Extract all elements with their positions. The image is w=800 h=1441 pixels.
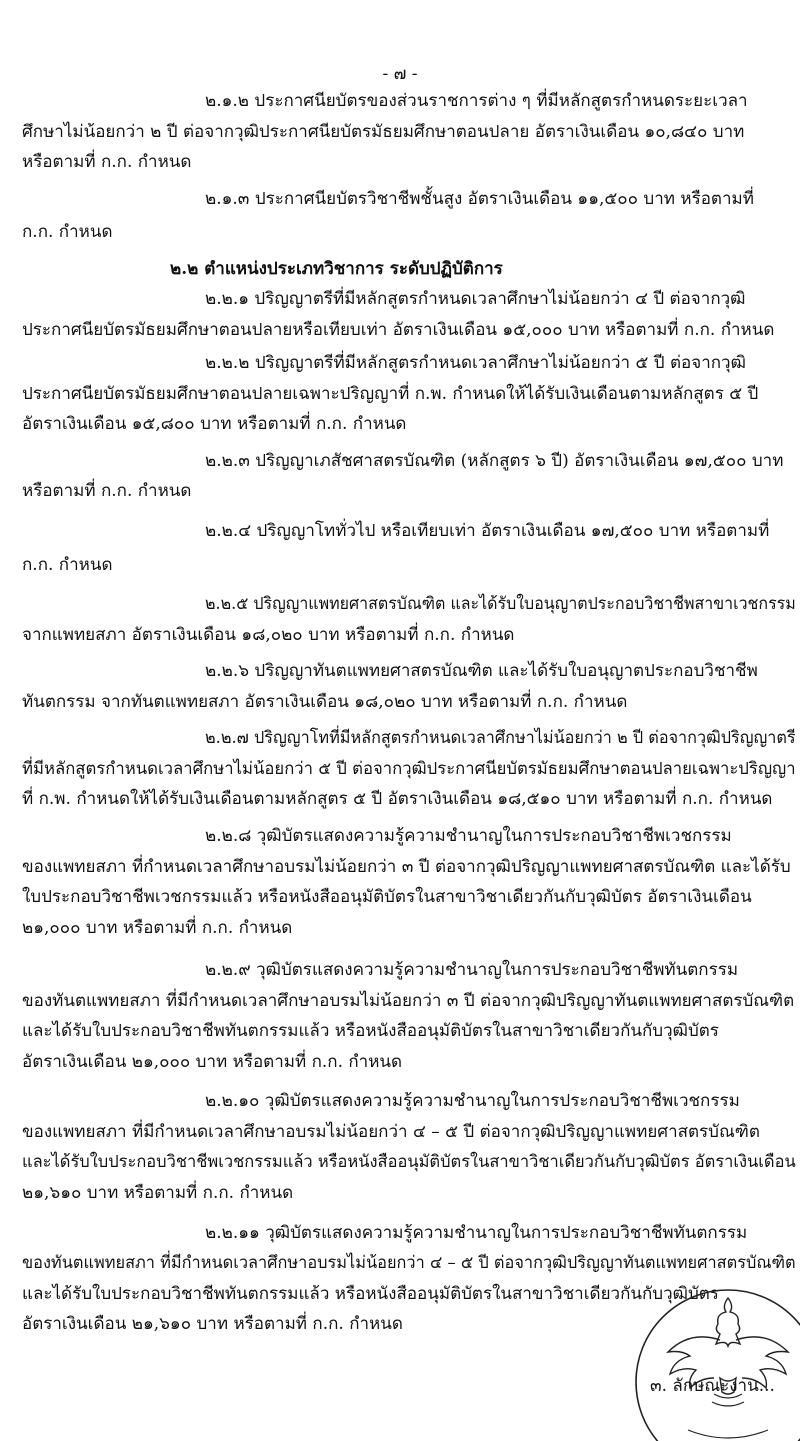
text-line: ๒.๑.๓ ประกาศนียบัตรวิชาชีพชั้นสูง อัตราเงินเดือน ๑๑,๕๐๐ บาท หรือตามที่ (205, 188, 754, 209)
text-line: ประกาศนียบัตรมัธยมศึกษาตอนปลายหรือเทียบเท่า อัตราเงินเดือน ๑๕,๐๐๐ บาท หรือตามที่ ก.ก. กำหนด (22, 319, 775, 340)
text-line: ๒.๒.๔ ปริญญาโททั่วไป หรือเทียบเท่า อัตราเงินเดือน ๑๗,๕๐๐ บาท หรือตามที่ (205, 521, 770, 542)
text-line: ๒.๒.๑๑ วุฒิบัตรแสดงความรู้ความชำนาญในการประกอบวิชาชีพทันตกรรม (205, 1222, 748, 1243)
text-line: และได้รับใบประกอบวิชาชีพเวชกรรมแล้ว หรือหนังสืออนุมัติบัตรในสาขาวิชาเดียวกันกับวุฒิบัตร อัตราเงินเดือน (22, 1152, 796, 1173)
text-line: หรือตามที่ ก.ก. กำหนด (22, 152, 192, 172)
text-line: ๒.๒.๗ ปริญญาโทที่มีหลักสูตรกำหนดเวลาศึกษาไม่น้อยกว่า ๒ ปี ต่อจากวุฒิปริญญาตรี (205, 728, 796, 749)
text-line: ก.ก. กำหนด (22, 222, 113, 243)
text-line: หรือตามที่ ก.ก. กำหนด (22, 481, 192, 502)
text-line: ๒.๑.๒ ประกาศนียบัตรของส่วนราชการต่าง ๆ ที่มีหลักสูตรกำหนดระยะเวลา (205, 91, 748, 111)
text-line: ที่ ก.พ. กำหนดให้ได้รับเงินเดือนตามหลักสูตร ๕ ปี อัตราเงินเดือน ๑๘,๕๑๐ บาท หรือตามที่ ก.ก. กำหนด (22, 789, 773, 810)
text-line: ใบประกอบวิชาชีพเวชกรรมแล้ว หรือหนังสืออนุมัติบัตรในสาขาวิชาเดียวกันกับวุฒิบัตร อัตราเงินเดือน (22, 887, 752, 908)
text-line: และได้รับใบประกอบวิชาชีพทันตกรรมแล้ว หรือหนังสืออนุมัติบัตรในสาขาวิชาเดียวกันกับวุฒิบัตร (22, 1021, 719, 1042)
text-line: ๒.๒.๒ ปริญญาตรีที่มีหลักสูตรกำหนดเวลาศึกษาไม่น้อยกว่า ๕ ปี ต่อจากวุฒิ (205, 353, 746, 374)
text-line: จากแพทยสภา อัตราเงินเดือน ๑๘,๐๒๐ บาท หรือตามที่ ก.ก. กำหนด (22, 624, 515, 645)
page-number: - ๗ - (382, 64, 418, 84)
text-line: ๒.๒.๙ วุฒิบัตรแสดงความรู้ความชำนาญในการประกอบวิชาชีพทันตกรรม (205, 960, 739, 981)
text-line: ๒.๒.๑ ปริญญาตรีที่มีหลักสูตรกำหนดเวลาศึกษาไม่น้อยกว่า ๔ ปี ต่อจากวุฒิ (205, 289, 746, 310)
text-line: ศึกษาไม่น้อยกว่า ๒ ปี ต่อจากวุฒิประกาศนียบัตรมัธยมศึกษาตอนปลาย อัตราเงินเดือน ๑๐,๘๔๐ บาท (22, 121, 745, 142)
text-line: ๒.๒.๑๐ วุฒิบัตรแสดงความรู้ความชำนาญในการประกอบวิชาชีพเวชกรรม (205, 1091, 740, 1112)
text-line: ที่มีหลักสูตรกำหนดเวลาศึกษาไม่น้อยกว่า ๕ ปี ต่อจากวุฒิประกาศนียบัตรมัธยมศึกษาตอนปลายเฉพาะปริญญา (22, 758, 796, 779)
text-line: ทันตกรรม จากทันตแพทยสภา อัตราเงินเดือน ๑๘,๐๒๐ บาท หรือตามที่ ก.ก. กำหนด (22, 691, 628, 712)
text-line: ๒.๒.๘ วุฒิบัตรแสดงความรู้ความชำนาญในการประกอบวิชาชีพเวชกรรม (205, 826, 732, 847)
text-line: ๒๑,๐๐๐ บาท หรือตามที่ ก.ก. กำหนด (22, 917, 293, 938)
text-line: อัตราเงินเดือน ๑๕,๘๐๐ บาท หรือตามที่ ก.ก. กำหนด (22, 414, 407, 435)
continuation-text: ๓. ลักษณะงาน... (650, 1376, 775, 1396)
text-line: ๒.๒.๕ ปริญญาแพทยศาสตรบัณฑิต และได้รับใบอนุญาตประกอบวิชาชีพสาขาเวชกรรม (205, 594, 796, 615)
garuda-seal-icon (628, 1270, 800, 1441)
text-line: อัตราเงินเดือน ๒๑,๖๑๐ บาท หรือตามที่ ก.ก. กำหนด (22, 1314, 403, 1335)
text-line: ก.ก. กำหนด (22, 554, 113, 575)
text-line: ของทันตแพทยสภา ที่มีกำหนดเวลาศึกษาอบรมไม่น้อยกว่า ๓ ปี ต่อจากวุฒิปริญญาทันตแพทยศาสตรบัณฑิต (22, 990, 795, 1011)
text-line: อัตราเงินเดือน ๒๑,๐๐๐ บาท หรือตามที่ ก.ก. กำหนด (22, 1051, 403, 1072)
text-line: ประกาศนียบัตรมัธยมศึกษาตอนปลายเฉพาะปริญญาที่ ก.พ. กำหนดให้ได้รับเงินเดือนตามหลักสูตร ๕ ปี (22, 383, 759, 404)
text-line: ๒.๒.๖ ปริญญาทันตแพทยศาสตรบัณฑิต และได้รับใบอนุญาตประกอบวิชาชีพ (205, 661, 758, 682)
text-line: ของแพทยสภา ที่กำหนดเวลาศึกษาอบรมไม่น้อยกว่า ๓ ปี ต่อจากวุฒิปริญญาแพทยศาสตรบัณฑิต และได้รับ (22, 856, 791, 877)
text-line: ของแพทยสภา ที่มีกำหนดเวลาศึกษาอบรมไม่น้อยกว่า ๔ – ๕ ปี ต่อจากวุฒิปริญญาแพทยศาสตรบัณฑิต (22, 1121, 760, 1142)
text-line: ๒.๒.๓ ปริญญาเภสัชศาสตรบัณฑิต (หลักสูตร ๖ ปี) อัตราเงินเดือน ๑๗,๕๐๐ บาท (205, 450, 784, 471)
text-line: ๒.๒ ตำแหน่งประเภทวิชาการ ระดับปฏิบัติการ (170, 258, 503, 279)
text-line: และได้รับใบประกอบวิชาชีพทันตกรรมแล้ว หรือหนังสืออนุมัติบัตรในสาขาวิชาเดียวกันกับวุฒิบัตร (22, 1283, 719, 1304)
text-line: ๒๑,๖๑๐ บาท หรือตามที่ ก.ก. กำหนด (22, 1182, 294, 1203)
text-line: ของทันตแพทยสภา ที่มีกำหนดเวลาศึกษาอบรมไม่น้อยกว่า ๔ – ๕ ปี ต่อจากวุฒิปริญญาทันตแพทยศาสตรบัณฑิต (22, 1253, 796, 1274)
